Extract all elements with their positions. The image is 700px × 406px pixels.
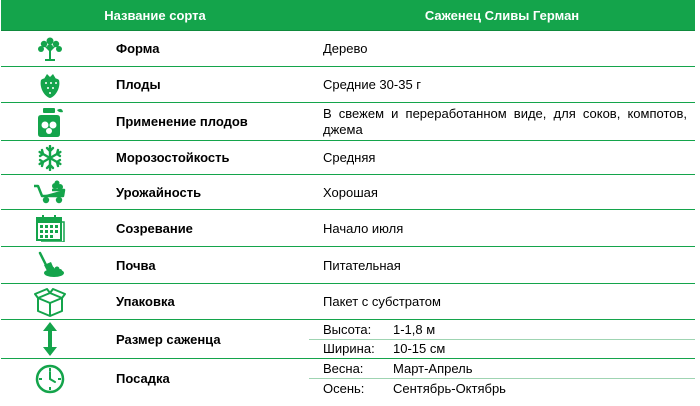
header-variety-name: Название сорта <box>104 7 206 23</box>
wheelbarrow-icon <box>1 175 99 209</box>
width-label: Ширина: <box>323 341 375 357</box>
row-value: Питательная <box>323 257 401 273</box>
characteristics-table <box>1 0 695 398</box>
row-label: Форма <box>116 41 160 56</box>
row-label: Посадка <box>116 371 170 386</box>
box-icon <box>1 284 99 319</box>
row-value: Средняя <box>323 150 376 165</box>
table-row <box>1 359 695 398</box>
autumn-value: Сентябрь-Октябрь <box>393 381 506 396</box>
row-label: Урожайность <box>116 184 202 200</box>
row-label: Упаковка <box>116 294 175 309</box>
table-header <box>1 0 695 31</box>
spring-label: Весна: <box>323 361 364 376</box>
row-label: Размер саженца <box>116 331 221 347</box>
width-value: 10-15 см <box>393 341 446 357</box>
row-value: Начало июля <box>323 220 404 236</box>
planting-values <box>309 359 695 398</box>
calendar-icon <box>1 210 99 246</box>
table-row <box>1 320 695 359</box>
autumn-subrow <box>309 378 695 398</box>
row-value: В свежем и переработанном виде, для соков, компотов, джема <box>323 105 687 137</box>
width-subrow <box>309 339 695 359</box>
row-value: Хорошая <box>323 184 378 200</box>
table-row <box>1 247 695 284</box>
strawberry-icon <box>1 67 99 102</box>
spring-value: Март-Апрель <box>393 361 473 376</box>
height-value: 1-1,8 м <box>393 321 436 337</box>
autumn-label: Осень: <box>323 381 365 396</box>
table-row <box>1 67 695 103</box>
snowflake-icon <box>1 141 99 174</box>
header-product-name: Саженец Сливы Герман <box>424 7 580 23</box>
clock-icon <box>1 359 99 398</box>
row-value: Средние 30-35 г <box>323 77 422 92</box>
spring-subrow <box>309 359 695 378</box>
height-subrow <box>309 320 695 339</box>
shovel-icon <box>1 247 99 283</box>
table-row <box>1 103 695 141</box>
jar-icon <box>1 103 99 140</box>
row-value: Дерево <box>323 41 368 56</box>
table-row <box>1 175 695 210</box>
table-row <box>1 31 695 67</box>
row-label: Применение плодов <box>116 114 248 129</box>
row-label: Почва <box>116 257 156 273</box>
vertical-arrow-icon <box>1 320 99 358</box>
row-label: Плоды <box>116 77 161 92</box>
row-value: Пакет с субстратом <box>323 294 441 309</box>
height-label: Высота: <box>323 321 372 337</box>
row-label: Созревание <box>116 220 193 236</box>
tree-icon <box>1 31 99 66</box>
table-row <box>1 284 695 320</box>
table-row <box>1 210 695 247</box>
table-row <box>1 141 695 175</box>
row-label: Морозостойкость <box>116 150 230 165</box>
size-values <box>309 320 695 358</box>
